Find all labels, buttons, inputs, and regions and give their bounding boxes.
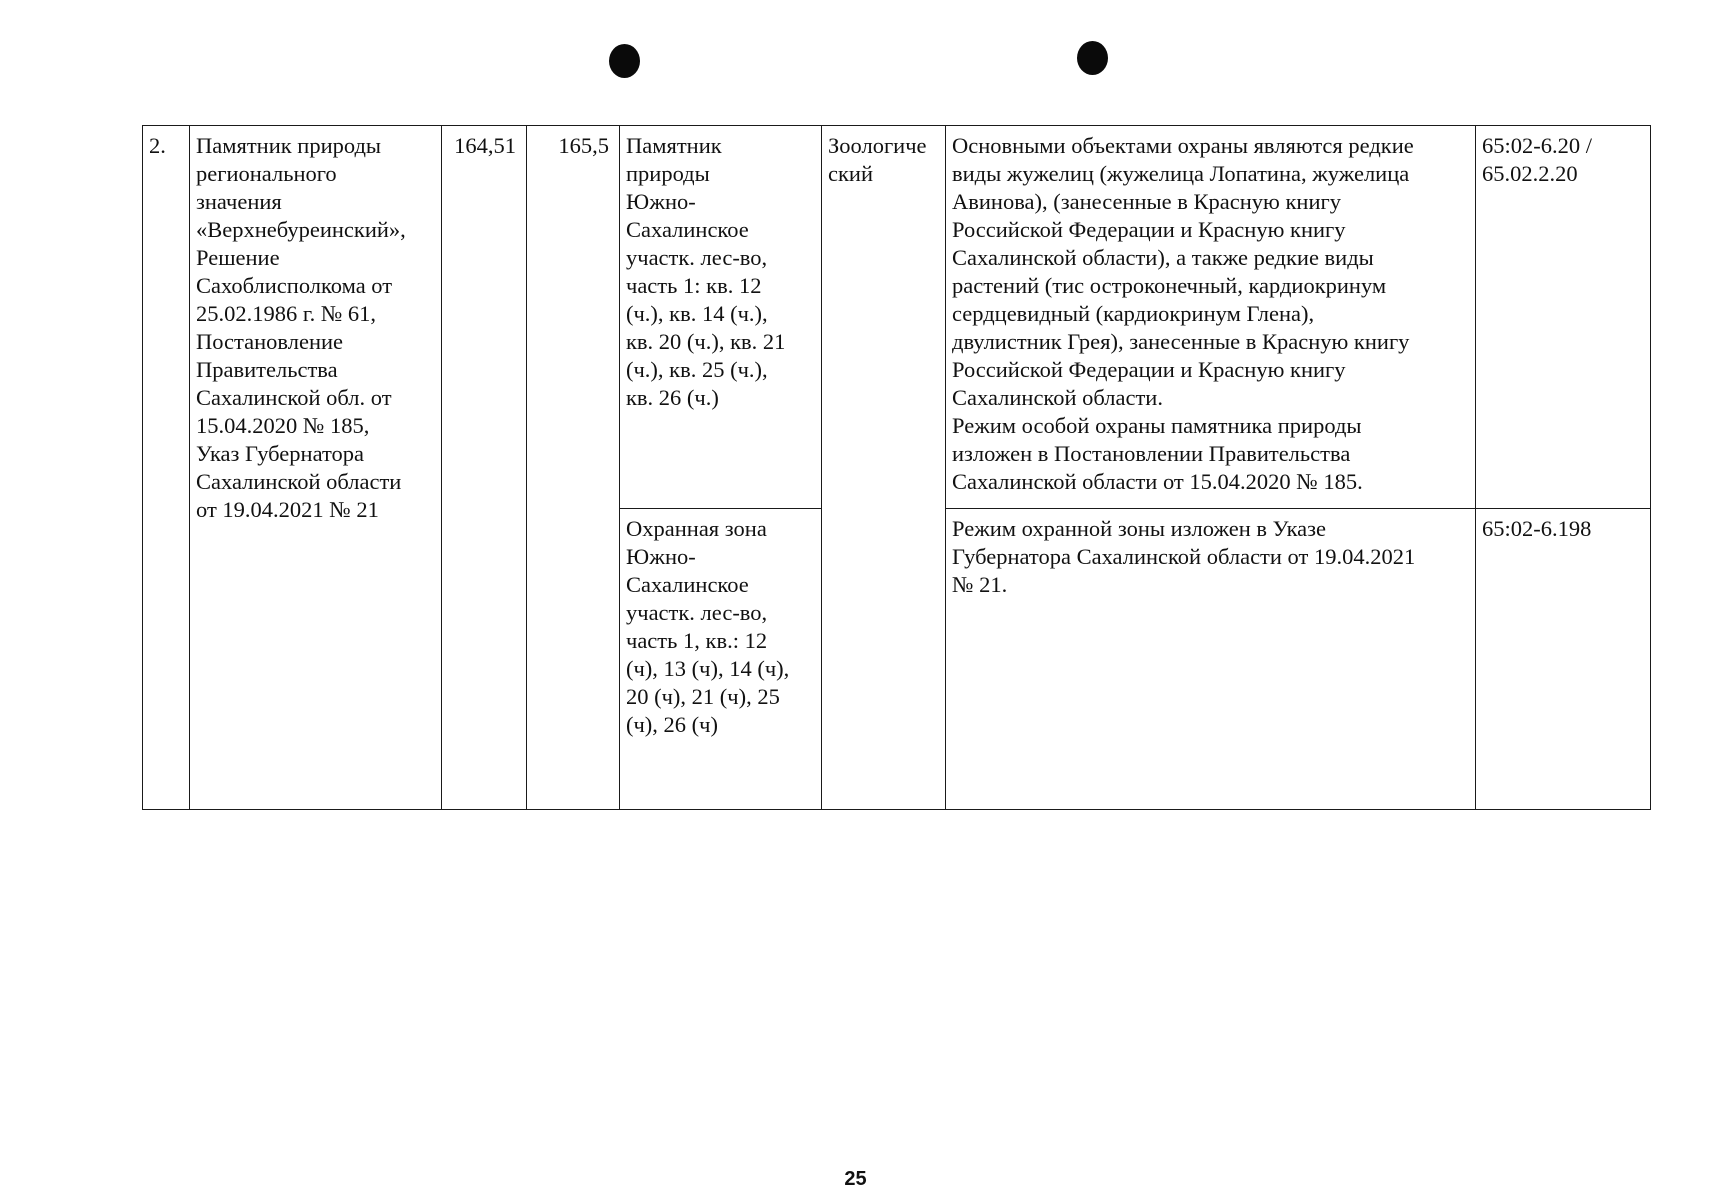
description-line: растений (тис остроконечный, кардиокринум [952,273,1387,298]
description-line: Сахалинской области), а также редкие виды [952,245,1374,270]
object-name-line: Сахоблисполкома от [196,273,393,298]
object-name-line: «Верхнебуреинский», [196,217,406,242]
punch-hole-left [609,44,640,78]
buffer-zone-line: часть 1, кв.: 12 [626,628,768,653]
profile-text: Зоологиче ский [828,133,927,186]
value-2: 165,5 [558,133,609,158]
row-number: 2. [149,133,166,158]
protected-areas-table [142,125,1651,810]
object-name-line: Памятник природы [196,133,382,158]
protection-description-cell [946,126,1476,509]
description-line: Сахалинской области от 15.04.2020 № 185. [952,469,1363,494]
description-line: № 21. [952,572,1008,597]
profile-cell [822,126,946,810]
area-part-line: Памятник [626,133,722,158]
buffer-zone-description-cell [946,509,1476,810]
buffer-zone-line: Южно- [626,544,696,569]
description-line: изложен в Постановлении Правительства [952,441,1351,466]
page-number: 25 [844,1168,867,1190]
cadastral-number-line: 65:02-6.20 / [1482,133,1592,158]
description-line: Российской Федерации и Красную книгу [952,357,1346,382]
row-number-cell [143,126,190,810]
description-line: Режим особой охраны памятника природы [952,413,1362,438]
object-name-line: Решение [196,245,280,270]
value-1: 164,51 [454,133,516,158]
buffer-zone-line: Охранная зона [626,516,767,541]
buffer-zone-cell [620,509,822,810]
object-name-line: от 19.04.2021 № 21 [196,497,379,522]
table-row [143,126,1651,509]
cadastral-number-line: 65:02-6.198 [1482,516,1592,541]
area-part-line: природы [626,161,710,186]
buffer-zone-line: Сахалинское [626,572,749,597]
area-part-cell [620,126,822,509]
punch-hole-right [1077,41,1108,75]
object-name-cell [190,126,442,810]
description-line: виды жужелиц (жужелица Лопатина, жужелица [952,161,1410,186]
object-name-line: Сахалинской обл. от [196,385,392,410]
object-name-line: Сахалинской области [196,469,402,494]
cadastral-number-cell [1476,126,1651,509]
area-part-line: часть 1: кв. 12 [626,273,762,298]
object-name-line: регионального [196,161,337,186]
object-name-line: Указ Губернатора [196,441,365,466]
buffer-zone-line: (ч), 13 (ч), 14 (ч), [626,656,790,681]
description-line: Губернатора Сахалинской области от 19.04.2021 [952,544,1416,569]
description-line: Режим охранной зоны изложен в Указе [952,516,1327,541]
description-line: Российской Федерации и Красную книгу [952,217,1346,242]
value-1-cell [442,126,527,810]
buffer-zone-cadastral-cell [1476,509,1651,810]
value-2-cell [527,126,620,810]
area-part-line: (ч.), кв. 25 (ч.), [626,357,768,382]
description-line: сердцевидный (кардиокринум Глена), [952,301,1315,326]
area-part-line: (ч.), кв. 14 (ч.), [626,301,768,326]
cadastral-number-line: 65.02.2.20 [1482,161,1578,186]
buffer-zone-line: 20 (ч), 21 (ч), 25 [626,684,780,709]
buffer-zone-line: участк. лес-во, [626,600,768,625]
area-part-line: Южно- [626,189,696,214]
object-name-line: 25.02.1986 г. № 61, [196,301,377,326]
object-name-line: Правительства [196,357,338,382]
description-line: двулистник Грея), занесенные в Красную книгу [952,329,1410,354]
description-line: Авинова), (занесенные в Красную книгу [952,189,1341,214]
area-part-line: участк. лес-во, [626,245,768,270]
object-name-line: Постановление [196,329,344,354]
description-line: Сахалинской области. [952,385,1163,410]
area-part-line: Сахалинское [626,217,749,242]
description-line: Основными объектами охраны являются редкие [952,133,1414,158]
area-part-line: кв. 20 (ч.), кв. 21 [626,329,786,354]
area-part-line: кв. 26 (ч.) [626,385,719,410]
object-name-line: значения [196,189,282,214]
object-name-line: 15.04.2020 № 185, [196,413,370,438]
buffer-zone-line: (ч), 26 (ч) [626,712,718,737]
